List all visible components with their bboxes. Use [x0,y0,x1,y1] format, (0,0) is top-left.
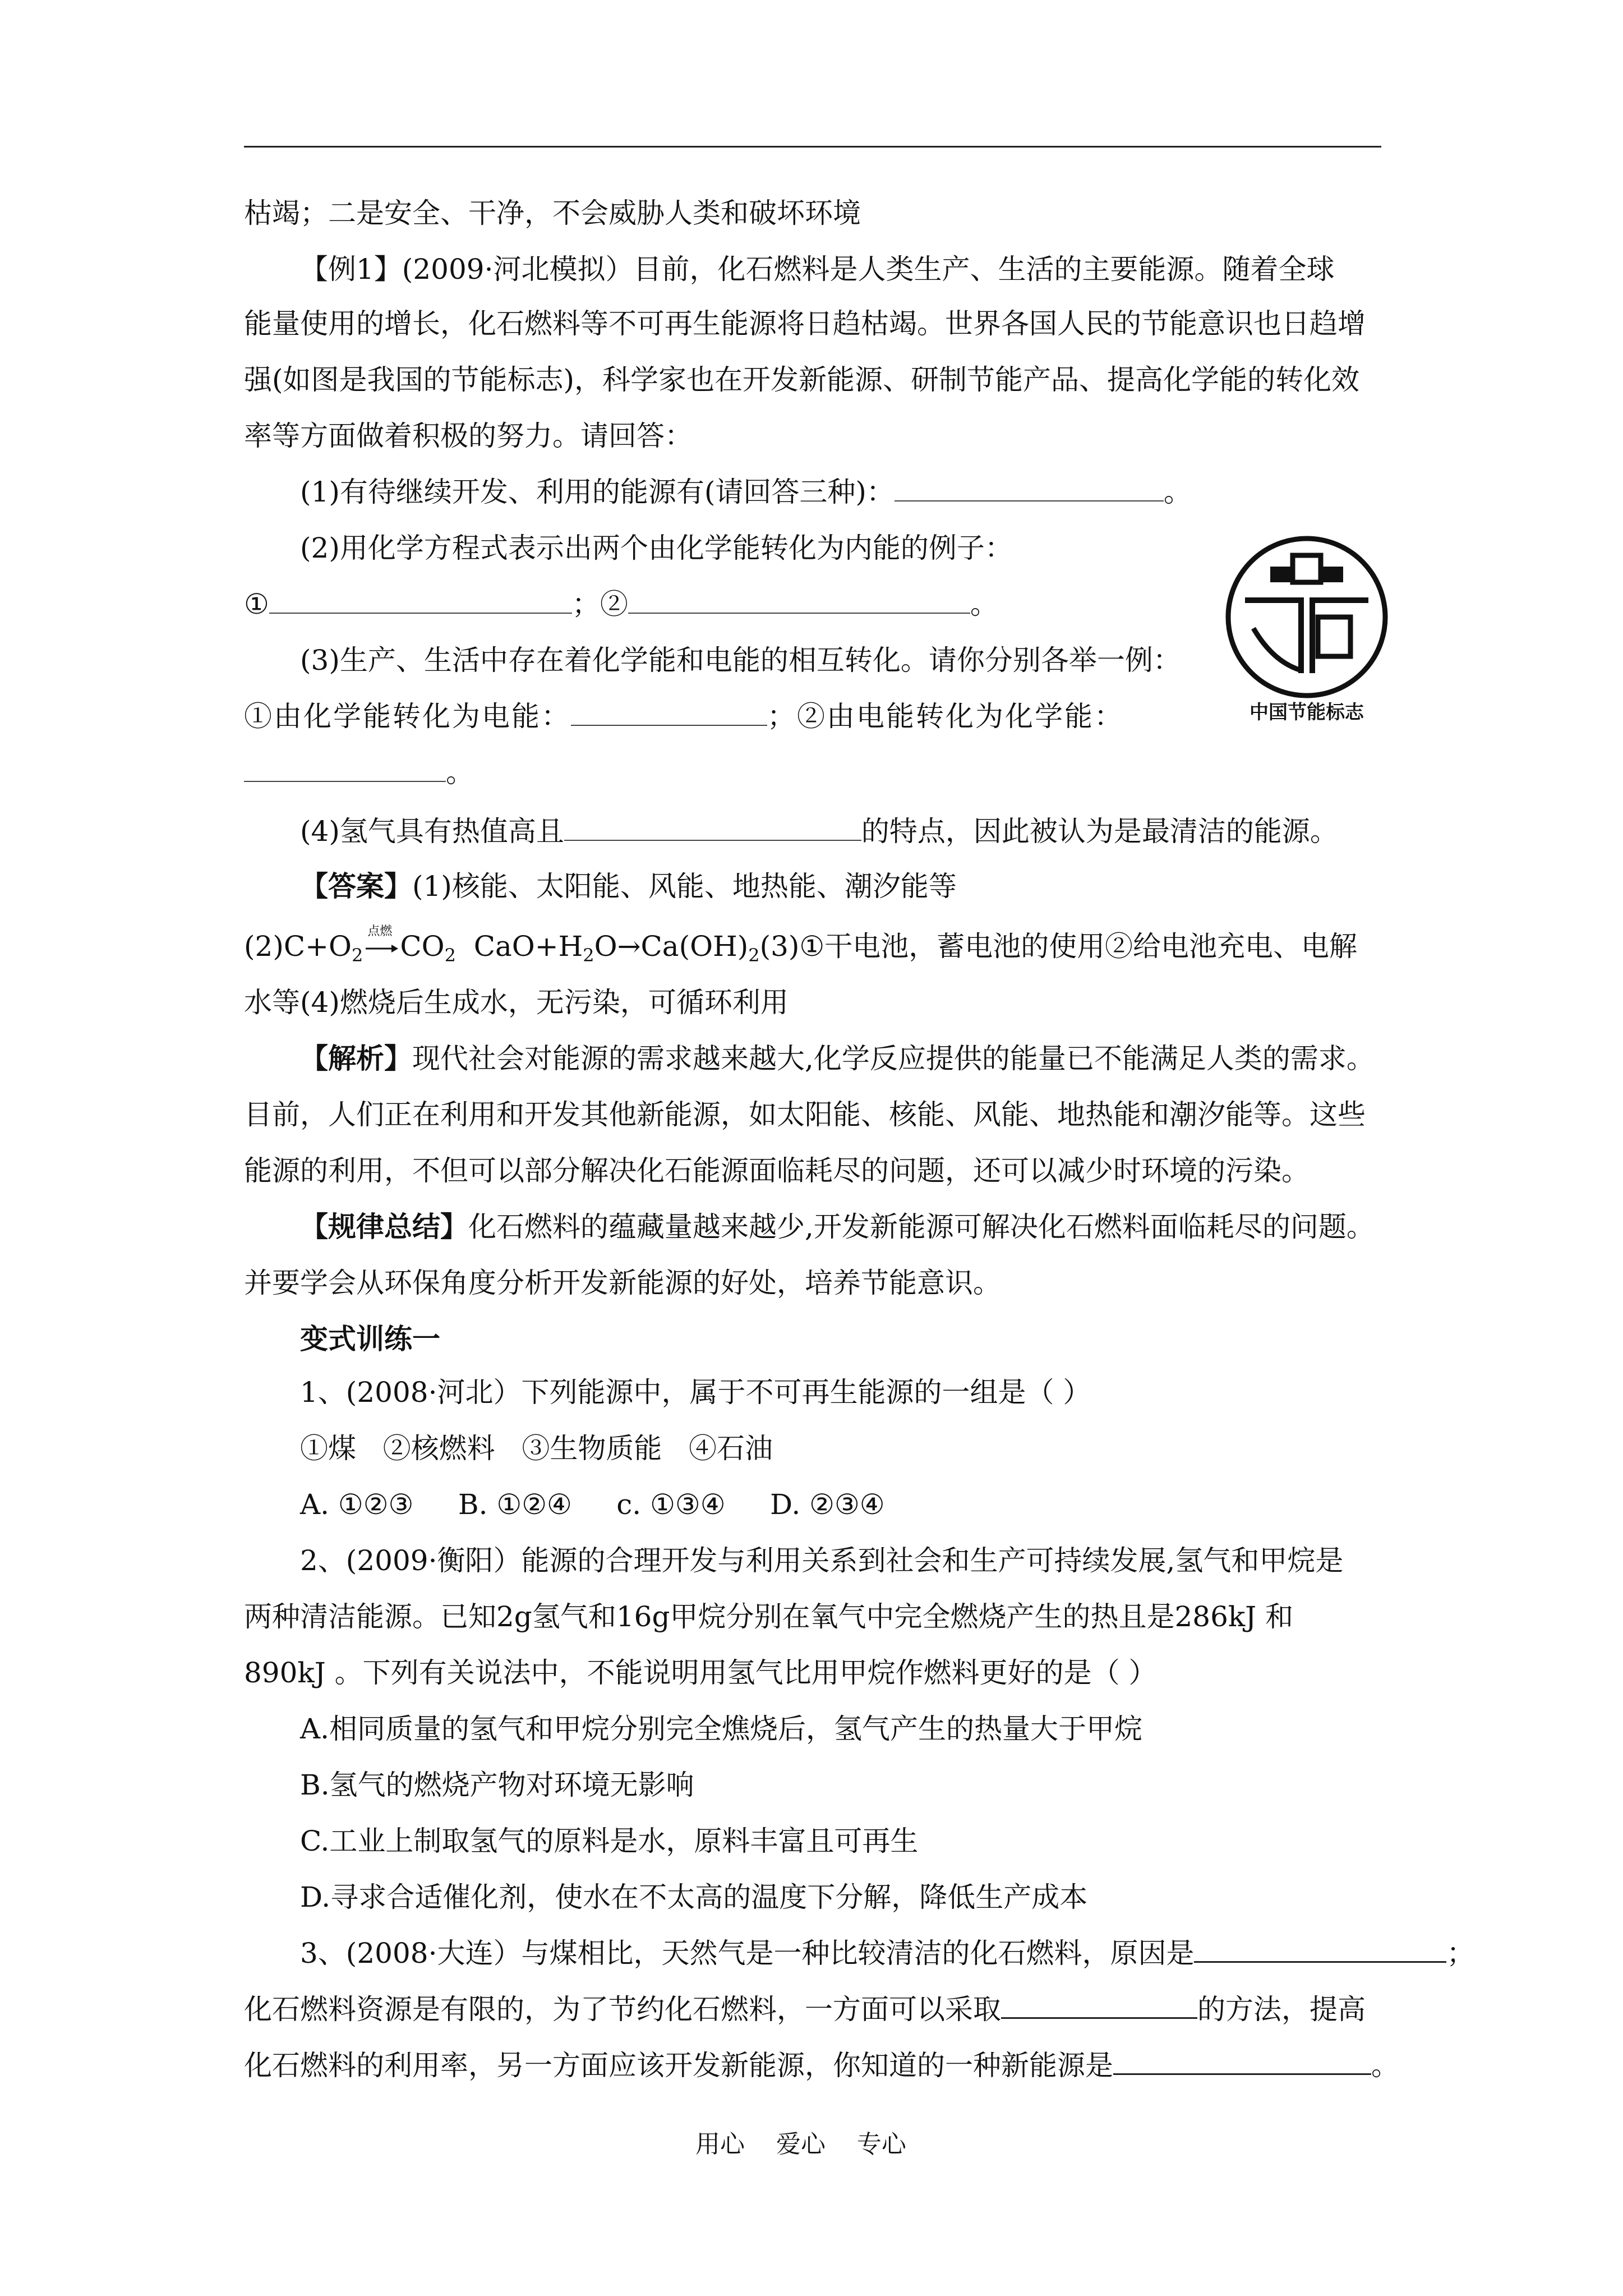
answer-blank[interactable] [269,588,572,614]
punctuation: 。 [1163,476,1192,508]
answer-blank[interactable] [564,815,861,841]
subscript: 2 [583,945,594,966]
marker: ① [244,588,269,620]
reaction-arrow [363,924,400,964]
option-b: B.氢气的燃烧产物对环境无影响 [300,1769,694,1801]
separator: ；② [571,588,628,620]
answer-blank[interactable] [1113,2049,1371,2075]
question-3-blanks [244,698,1382,734]
page-footer: 用心 爱心 专心 [695,2130,906,2159]
punctuation: 。 [446,756,474,789]
question-4-text-end: 的特点，因此被认为是最清洁的能源。 [861,815,1338,848]
answer-tag: 【答案】 [300,869,412,903]
text-line: 强(如图是我国的节能标志)，科学家也在开发新能源、研制节能产品、提高化学能的转化效 [244,364,1360,396]
header-rule [244,146,1381,148]
problem-1-options: A. ①②③ B. ①②④ c. ①③④ D. ②③④ [300,1488,885,1521]
option-d: D.寻求合适催化剂，使水在不太高的温度下分解，降低生产成本 [300,1881,1088,1913]
answer-3-cont: 水等(4)燃烧后生成水，无污染，可循环利用 [244,986,789,1019]
problem-3-text: 3、(2008·大连）与煤相比，天然气是一种比较清洁的化石燃料，原因是 [300,1937,1195,1970]
text-line: 目前，人们正在利用和开发其他新能源，如太阳能、核能、风能、地热能和潮汐能等。这些 [244,1098,1366,1131]
text-line: 枯竭；二是安全、干净，不会威胁人类和破坏环境 [244,197,861,229]
question-4 [300,813,1382,849]
problem-1: 1、(2008·河北）下列能源中，属于不可再生能源的一组是（ ） [300,1376,1091,1409]
problem-3-text: 的方法，提高 [1197,1993,1366,2026]
question-2: (2)用化学方程式表示出两个由化学能转化为内能的例子： [300,532,1013,564]
summary-tag: 【规律总结】 [300,1210,468,1243]
option-a: A.相同质量的氢气和甲烷分别完全燋烧后，氢气产生的热量大于甲烷 [300,1713,1143,1745]
question-1-text: (1)有待继续开发、利用的能源有(请回答三种)： [300,476,895,508]
reaction-condition: 点燃 [367,924,393,938]
text-line: 两种清洁能源。已知2g氢气和16g甲烷分别在氧气中完全燃烧产生的热且是286kJ 和 [244,1600,1294,1633]
subscript: 2 [351,945,363,966]
question-3-part-b: ；②由电能转化为化学能： [767,700,1124,733]
answer-3-text-b: ②给电池充电、电解 [1105,930,1357,963]
answer-blank[interactable] [1001,1993,1197,2019]
option-c: C.工业上制取氢气的原料是水，原料丰富且可再生 [300,1825,919,1857]
summary-line [300,1209,1382,1245]
equation-text: CO [400,930,445,963]
answer-blank[interactable] [1194,1936,1446,1963]
equation-text: CaO+H [455,930,583,963]
question-2-blanks [244,586,1382,622]
text-line: 890kJ 。下列有关说法中，不能说明用氢气比用甲烷作燃料更好的是（ ） [244,1657,1157,1689]
answer-blank[interactable] [571,700,767,726]
answer-blank[interactable] [628,588,970,614]
problem-3 [300,1935,1475,1971]
answer-3-text: (3)①干电池，蓄电池的使用 [759,930,1105,963]
text-line: 率等方面做着积极的努力。请回答： [244,420,693,452]
subscript: 2 [444,945,456,966]
punctuation: ； [1446,1937,1475,1970]
answer-1: (1)核能、太阳能、风能、地热能、潮汐能等 [412,870,957,903]
punctuation: 。 [970,588,998,620]
question-3-part-a: ①由化学能转化为电能： [244,700,571,733]
analysis-text: 现代社会对能源的需求越来越大,化学反应提供的能量已不能满足人类的需求。 [412,1042,1375,1075]
punctuation: 。 [1371,2049,1399,2082]
section-title: 变式训练一 [300,1323,440,1355]
problem-1-items: ①煤 ②核燃料 ③生物质能 ④石油 [300,1432,773,1465]
subscript: 2 [748,945,760,966]
problem-2: 2、(2009·衡阳）能源的合理开发与利用关系到社会和生产可持续发展,氢气和甲烷是 [300,1544,1344,1577]
problem-3-text: 化石燃料资源是有限的，为了节约化石燃料，一方面可以采取 [244,1993,1001,2026]
question-4-text: (4)氢气具有热值高且 [300,815,564,848]
text-line: 能量使用的增长，化石燃料等不可再生能源将日趋枯竭。世界各国人民的节能意识也日趋增 [244,307,1366,340]
summary-text: 化石燃料的蕴藏量越来越少,开发新能源可解决化石燃料面临耗尽的问题。 [468,1211,1375,1243]
text-line: 并要学会从环保角度分析开发新能源的好处，培养节能意识。 [244,1267,1001,1299]
equation-line [244,924,1382,973]
logo-caption: 中国节能标志 [1249,701,1364,724]
analysis-line [300,1041,1382,1076]
problem-3-line-2 [244,1991,1382,2027]
problem-3-text: 化石燃料的利用率，另一方面应该开发新能源，你知道的一种新能源是 [244,2049,1113,2082]
equation-text: (2)C+O [244,930,352,963]
text-line: 能源的利用，不但可以部分解决化石能源面临耗尽的问题，还可以减少时环境的污染。 [244,1154,1310,1187]
analysis-tag: 【解析】 [300,1042,412,1075]
answer-blank[interactable] [244,756,446,782]
energy-saving-logo-icon [1223,533,1391,701]
answer-line [300,868,1382,904]
question-3-blank-cont [244,754,1382,790]
example-intro: 【例1】(2009·河北模拟）目前，化石燃料是人类生产、生活的主要能源。随着全球 [300,253,1335,286]
answer-blank[interactable] [895,476,1164,501]
problem-3-line-3 [244,2047,1399,2083]
question-3: (3)生产、生活中存在着化学能和电能的相互转化。请你分别各举一例： [300,644,1181,677]
equation-text: O→Ca(OH) [594,930,749,963]
question-1 [300,474,1382,510]
